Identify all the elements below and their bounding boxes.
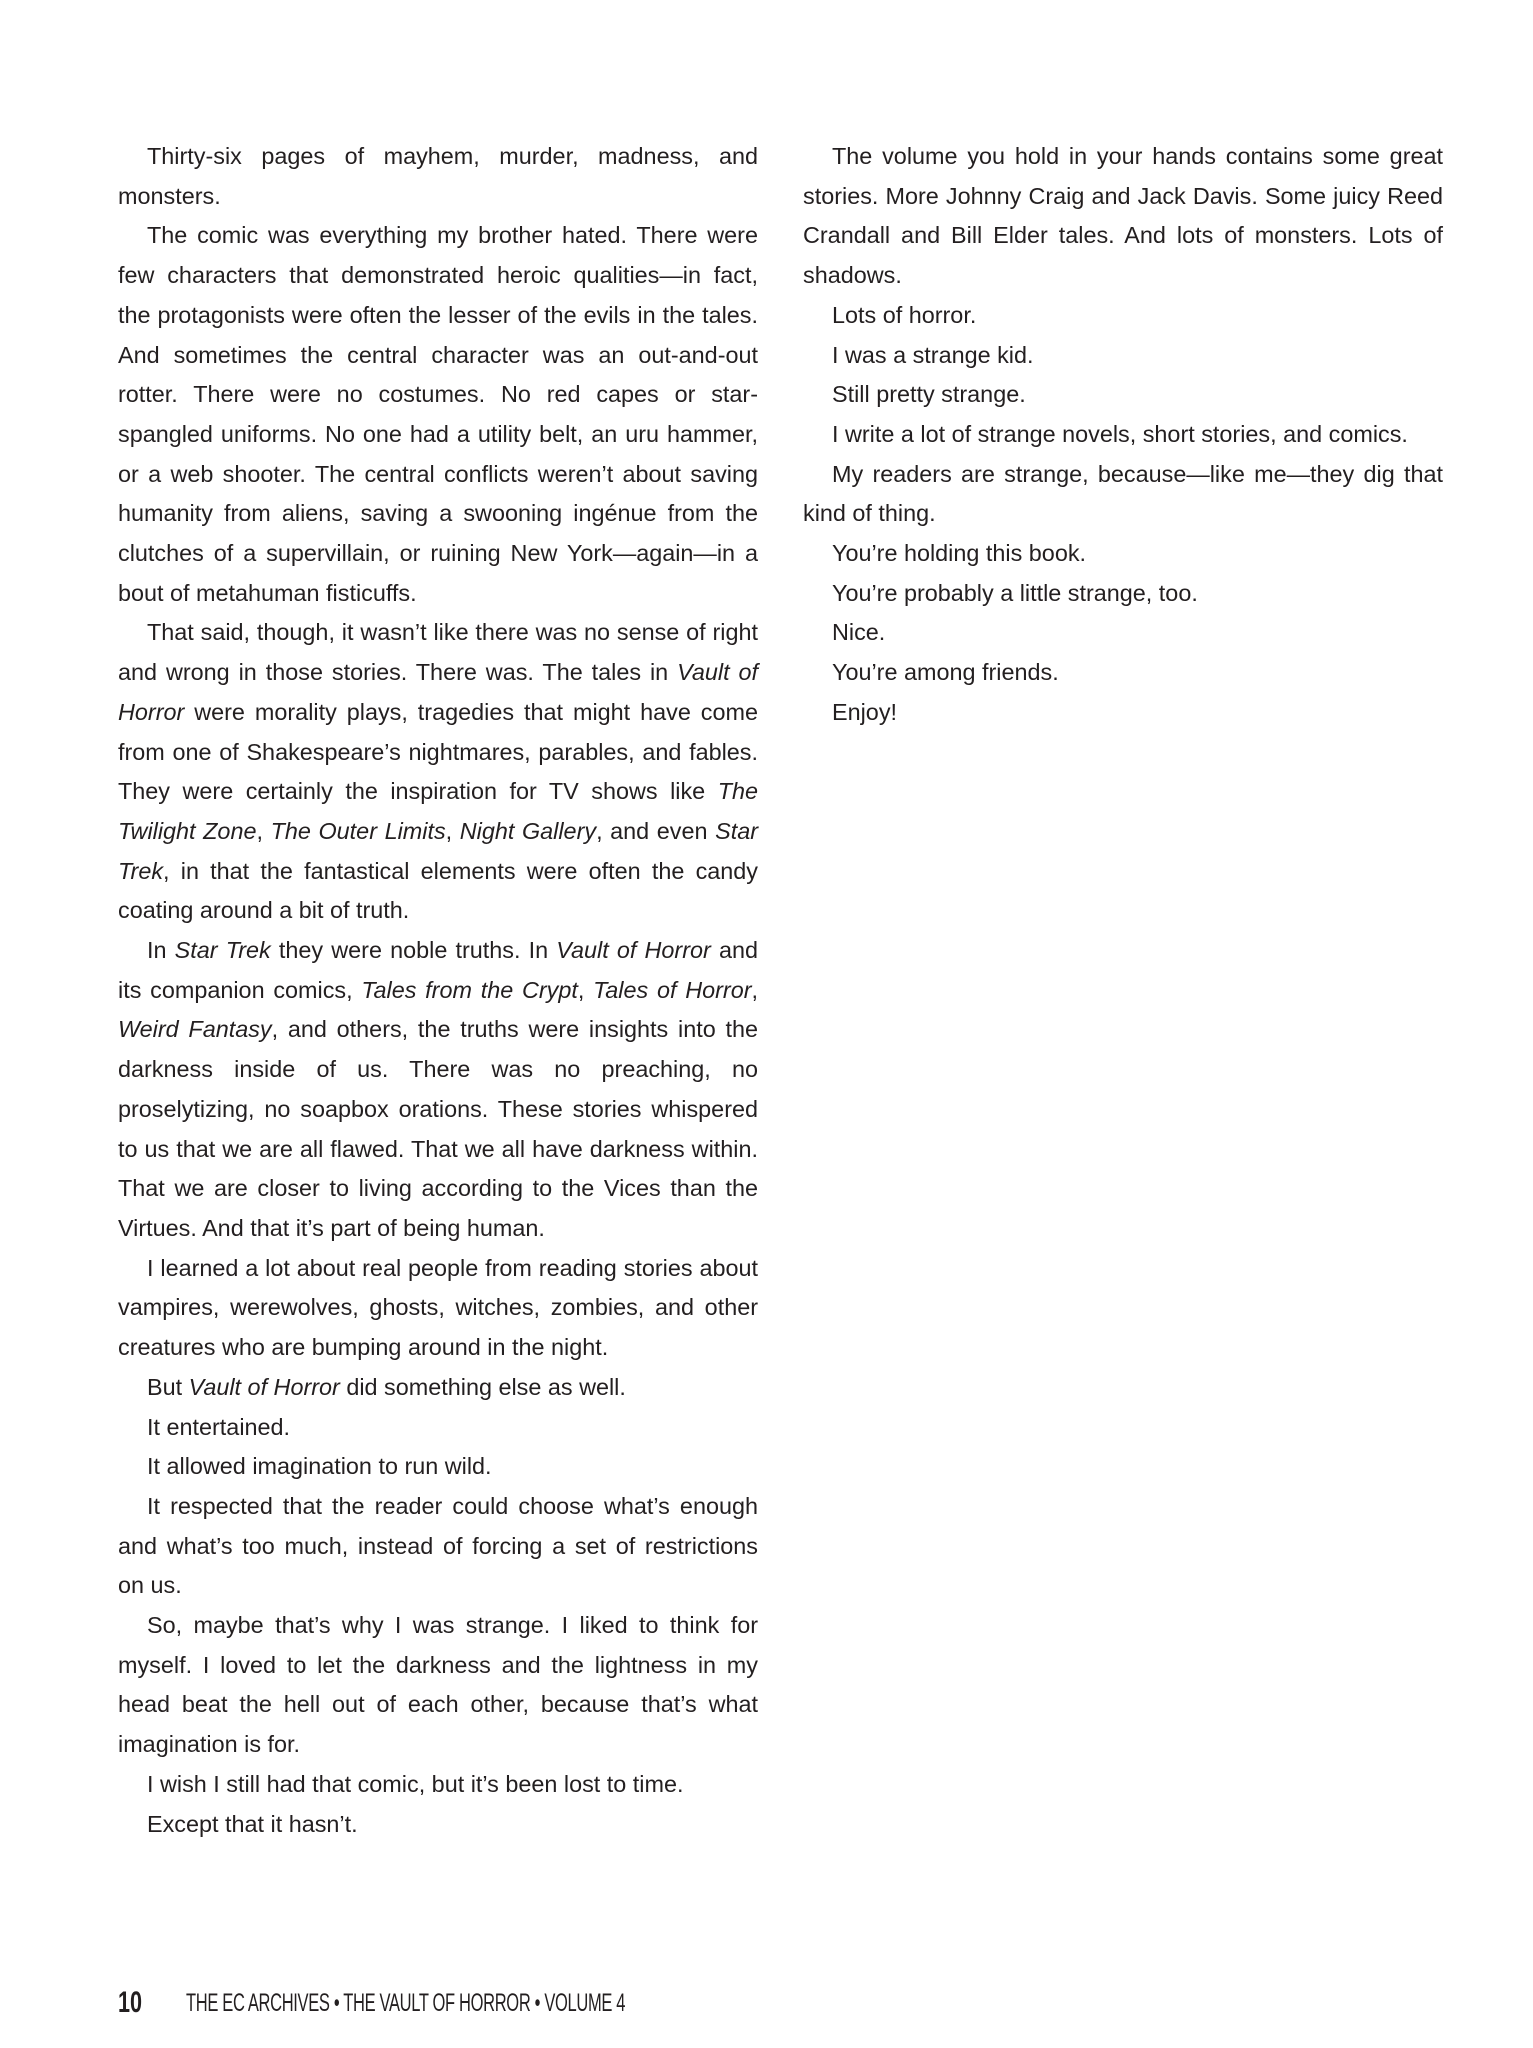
paragraph: Thirty-six pages of mayhem, murder, madness, and monsters. (118, 143, 758, 209)
paragraph: You’re holding this book. (832, 540, 1087, 567)
paragraph: Still pretty strange. (832, 381, 1026, 408)
paragraph: It entertained. (147, 1413, 291, 1440)
paragraph: The comic was everything my brother hated. There were few characters that demonstrated heroic qualities—in fact, the protagonists were often the lesser of the evils in the tales. And sometimes the central character was an out-and-out rotter. There were no costumes. No red capes or star-spangled uniforms. No one had a utility belt, an uru hammer, or a web shooter. The central conflicts weren’t about saving humanity from aliens, saving a swooning ingénue from the clutches of a supervillain, or ruining New York—again—in a bout of metahuman fisticuffs. (118, 222, 758, 606)
paragraph: Nice. (832, 619, 886, 646)
paragraph: It allowed imagination to run wild. (147, 1453, 492, 1480)
paragraph: But Vault of Horror did something else as well. (147, 1373, 626, 1400)
paragraph: I wish I still had that comic, but it’s been lost to time. (147, 1770, 684, 1797)
running-title: THE EC ARCHIVES • THE VAULT OF HORROR • VOLUME 4 (186, 1989, 626, 2017)
paragraph: I learned a lot about real people from reading stories about vampires, werewolves, ghosts, witches, zombies, and other creatures who are bumping around in the night. (118, 1254, 758, 1361)
paragraph: That said, though, it wasn’t like there was no sense of right and wrong in those stories. There was. The tales in Vault of Horror were morality plays, tragedies that might have come from one of Shakespeare’s nightmares, parables, and fables. They were certainly the inspiration for TV shows like The Twilight Zone, The Outer Limits, Night Gallery, and even Star Trek, in that the fantastical elements were often the candy coating around a bit of truth. (118, 619, 759, 924)
paragraph: I write a lot of strange novels, short stories, and comics. (832, 420, 1408, 447)
paragraph: It respected that the reader could choose what’s enough and what’s too much, instead of forcing a set of restrictions on us. (118, 1492, 758, 1599)
page-number: 10 (118, 1986, 143, 2019)
paragraph: In Star Trek they were noble truths. In Vault of Horror and its companion comics, Tales from the Crypt, Tales of Horror, Weird Fantasy, and others, the truths were insights into the darkness inside of us. There was no preaching, no proselytizing, no soapbox orations. These stories whispered to us that we are all flawed. That we all have darkness within. That we are closer to living according to the Vices than the Virtues. And that it’s part of being human. (118, 937, 759, 1241)
left-column (118, 137, 758, 1844)
paragraph: So, maybe that’s why I was strange. I liked to think for myself. I loved to let the darkness and the lightness in my head beat the hell out of each other, because that’s what imagination is for. (118, 1612, 758, 1758)
paragraph: Except that it hasn’t. (147, 1810, 358, 1837)
paragraph: Enjoy! (832, 698, 898, 725)
paragraph: My readers are strange, because—like me—they dig that kind of thing. (803, 460, 1443, 527)
paragraph: You’re probably a little strange, too. (832, 579, 1198, 606)
paragraph: The volume you hold in your hands contains some great stories. More Johnny Craig and Jack Davis. Some juicy Reed Crandall and Bill Elder tales. And lots of monsters. Lots of shadows. (803, 143, 1443, 289)
right-column (803, 137, 1443, 733)
paragraph: I was a strange kid. (832, 341, 1034, 368)
paragraph: Lots of horror. (832, 301, 977, 328)
paragraph: You’re among friends. (832, 659, 1059, 686)
page-footer (118, 1983, 851, 2023)
